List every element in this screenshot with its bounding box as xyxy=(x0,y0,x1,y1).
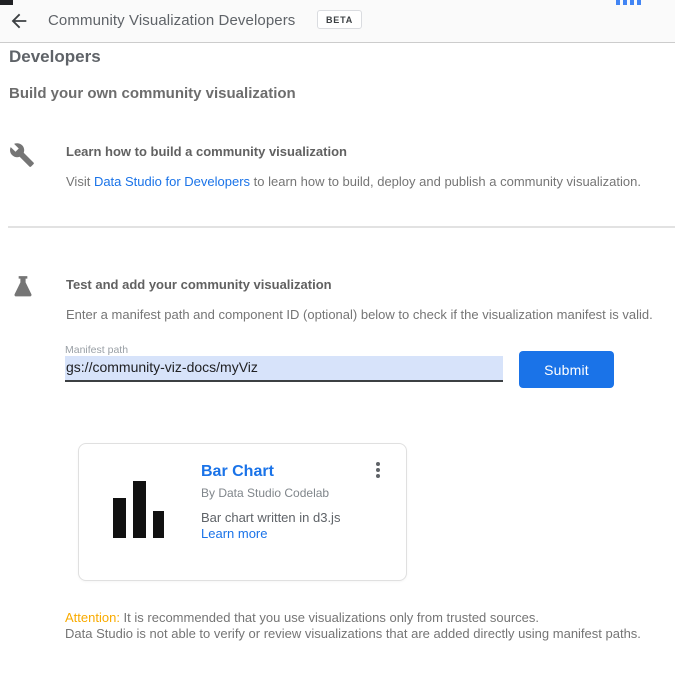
wrench-icon xyxy=(9,142,35,168)
learn-body-prefix: Visit xyxy=(66,174,94,189)
kebab-menu-icon[interactable] xyxy=(369,457,387,483)
attention-line2: Data Studio is not able to verify or review visualizations that are added directly using manifest paths. xyxy=(65,625,641,641)
learn-section-title: Learn how to build a community visualization xyxy=(66,144,347,159)
test-section-body: Enter a manifest path and component ID (optional) below to check if the visualization manifest is valid. xyxy=(66,307,653,322)
learn-body-suffix: to learn how to build, deploy and publish a community visualization. xyxy=(250,174,641,189)
bar-chart-icon xyxy=(113,480,203,538)
developers-doc-link[interactable]: Data Studio for Developers xyxy=(93,174,251,189)
learn-section-body xyxy=(66,174,641,189)
flask-icon xyxy=(10,274,36,300)
manifest-path-input[interactable] xyxy=(65,356,503,382)
attention-label: Attention: xyxy=(65,610,120,625)
build-your-own-subheading: Build your own community visualization xyxy=(9,85,296,102)
visualization-card xyxy=(78,443,407,581)
learn-more-link[interactable]: Learn more xyxy=(201,526,268,541)
page-title: Community Visualization Developers xyxy=(48,12,296,29)
manifest-path-label: Manifest path xyxy=(65,344,129,356)
attention-line1: It is recommended that you use visualizations only from trusted sources. xyxy=(119,610,540,625)
test-section-title: Test and add your community visualization xyxy=(66,277,332,292)
viz-card-description: Bar chart written in d3.js xyxy=(201,510,341,525)
beta-badge: BETA xyxy=(317,10,362,29)
viz-card-title-link[interactable]: Bar Chart xyxy=(201,463,274,480)
section-divider xyxy=(8,226,675,228)
apps-grid-icon[interactable] xyxy=(616,0,644,5)
attention-note xyxy=(65,610,665,641)
submit-button[interactable]: Submit xyxy=(519,351,614,388)
window-corner-fragment xyxy=(0,0,13,5)
viz-card-author: By Data Studio Codelab xyxy=(201,486,330,500)
back-arrow-icon[interactable] xyxy=(8,10,32,34)
header-bar xyxy=(0,0,675,43)
developers-heading: Developers xyxy=(9,47,101,66)
